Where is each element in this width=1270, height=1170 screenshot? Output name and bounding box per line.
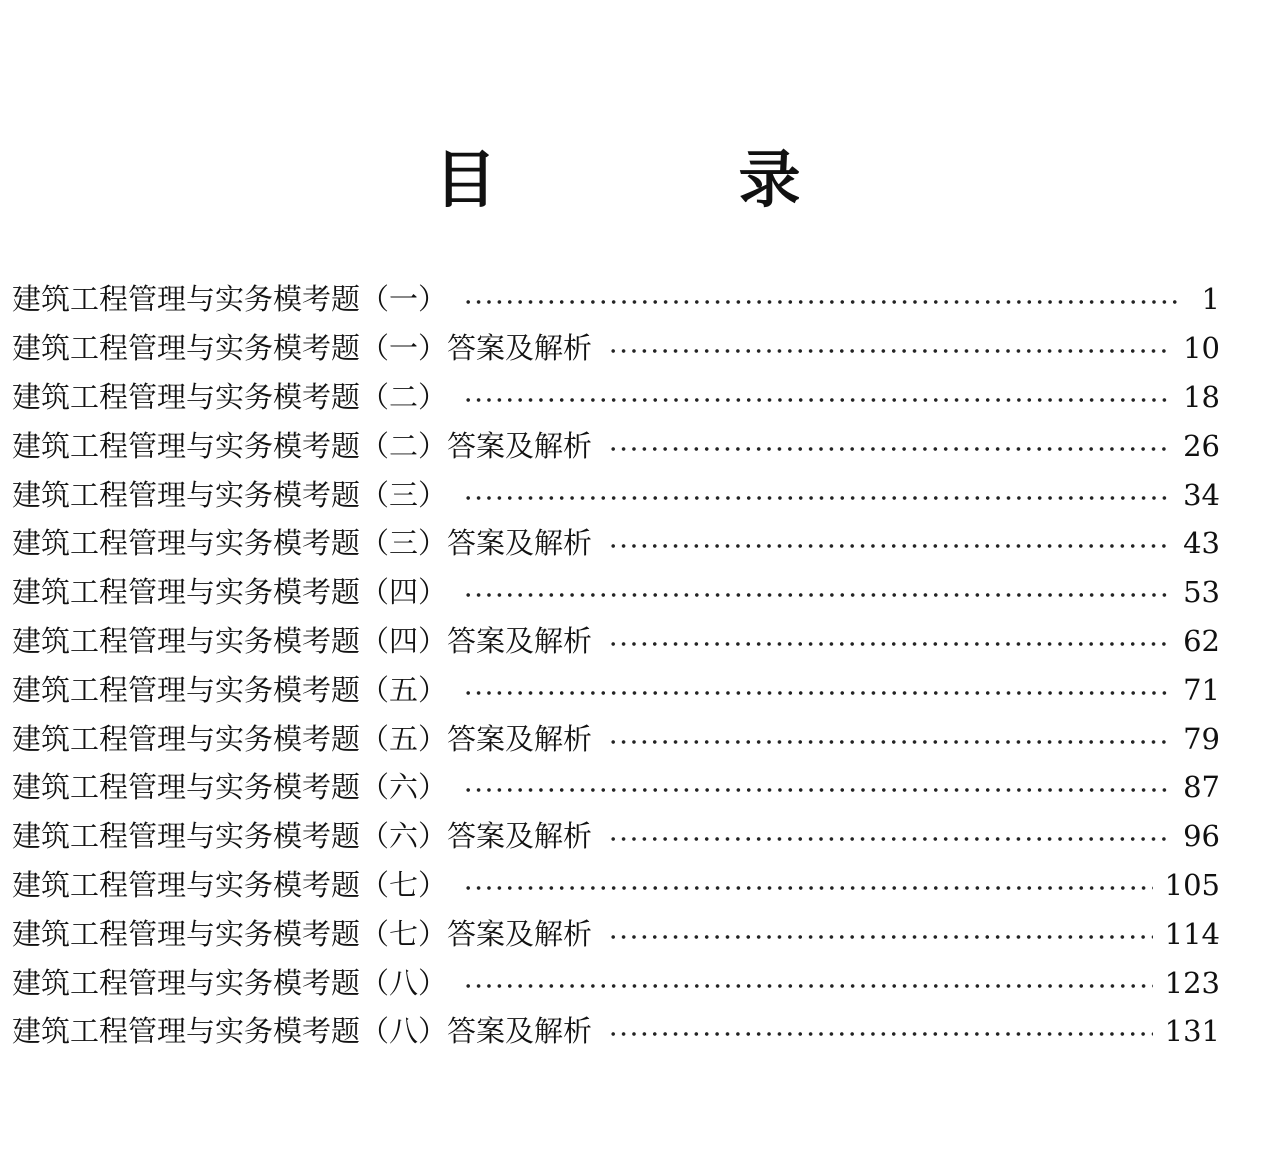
toc-entry-title: 建筑工程管理与实务模考题（二）答案及解析 [12, 428, 593, 463]
toc-entry[interactable] [12, 568, 1220, 617]
toc-entry[interactable] [12, 617, 1220, 666]
toc-entry-page: 114 [1164, 916, 1220, 951]
toc-entry-title: 建筑工程管理与实务模考题（一） [12, 282, 448, 317]
toc-entry-title: 建筑工程管理与实务模考题（四）答案及解析 [12, 623, 593, 658]
dot-leader [608, 544, 1171, 548]
toc-entry[interactable] [12, 519, 1220, 568]
dot-leader [463, 984, 1153, 988]
toc-entry-title: 建筑工程管理与实务模考题（八）答案及解析 [12, 1014, 593, 1049]
toc-entry-page: 79 [1183, 721, 1220, 756]
dot-leader [608, 837, 1171, 841]
table-of-contents [12, 275, 1220, 1056]
toc-entry-page: 10 [1183, 331, 1220, 366]
toc-entry[interactable] [12, 470, 1220, 519]
dot-leader [463, 691, 1171, 695]
toc-entry-page: 53 [1183, 575, 1220, 610]
toc-entry[interactable] [12, 665, 1220, 714]
toc-entry-page: 18 [1183, 379, 1220, 414]
toc-entry-title: 建筑工程管理与实务模考题（六） [12, 770, 448, 805]
dot-leader [463, 496, 1171, 500]
toc-entry-page: 131 [1164, 1014, 1220, 1049]
dot-leader [463, 886, 1153, 890]
dot-leader [608, 935, 1153, 939]
toc-entry[interactable] [12, 861, 1220, 910]
dot-leader [608, 447, 1171, 451]
toc-entry-page: 62 [1183, 623, 1220, 658]
toc-entry[interactable] [12, 812, 1220, 861]
dot-leader [608, 1032, 1153, 1036]
toc-entry-page: 105 [1164, 867, 1220, 902]
toc-entry-page: 87 [1183, 770, 1220, 805]
toc-entry[interactable] [12, 763, 1220, 812]
toc-entry-title: 建筑工程管理与实务模考题（一）答案及解析 [12, 331, 593, 366]
toc-entry-title: 建筑工程管理与实务模考题（六）答案及解析 [12, 819, 593, 854]
toc-entry-title: 建筑工程管理与实务模考题（七）答案及解析 [12, 916, 593, 951]
dot-leader [463, 300, 1180, 304]
toc-entry-title: 建筑工程管理与实务模考题（八） [12, 965, 448, 1000]
toc-entry-title: 建筑工程管理与实务模考题（二） [12, 379, 448, 414]
toc-entry[interactable] [12, 714, 1220, 763]
toc-entry[interactable] [12, 324, 1220, 373]
toc-entry-page: 96 [1183, 819, 1220, 854]
toc-entry-page: 34 [1183, 477, 1220, 512]
toc-entry-page: 123 [1164, 965, 1220, 1000]
dot-leader [463, 593, 1171, 597]
dot-leader [608, 349, 1171, 353]
toc-entry-title: 建筑工程管理与实务模考题（七） [12, 867, 448, 902]
dot-leader [463, 398, 1171, 402]
dot-leader [608, 642, 1171, 646]
toc-entry-page: 43 [1183, 526, 1220, 561]
toc-entry[interactable] [12, 1007, 1220, 1056]
toc-entry-title: 建筑工程管理与实务模考题（三） [12, 477, 448, 512]
toc-entry-page: 26 [1183, 428, 1220, 463]
toc-entry-title: 建筑工程管理与实务模考题（五）答案及解析 [12, 721, 593, 756]
page-title: 目 录 [434, 142, 891, 216]
toc-entry[interactable] [12, 909, 1220, 958]
toc-entry[interactable] [12, 958, 1220, 1007]
toc-entry-page: 71 [1183, 672, 1220, 707]
toc-entry[interactable] [12, 275, 1220, 324]
toc-entry-title: 建筑工程管理与实务模考题（四） [12, 575, 448, 610]
toc-entry-page: 1 [1201, 282, 1220, 317]
dot-leader [608, 740, 1171, 744]
toc-entry[interactable] [12, 421, 1220, 470]
dot-leader [463, 788, 1171, 792]
toc-entry-title: 建筑工程管理与实务模考题（五） [12, 672, 448, 707]
toc-entry[interactable] [12, 373, 1220, 422]
toc-entry-title: 建筑工程管理与实务模考题（三）答案及解析 [12, 526, 593, 561]
